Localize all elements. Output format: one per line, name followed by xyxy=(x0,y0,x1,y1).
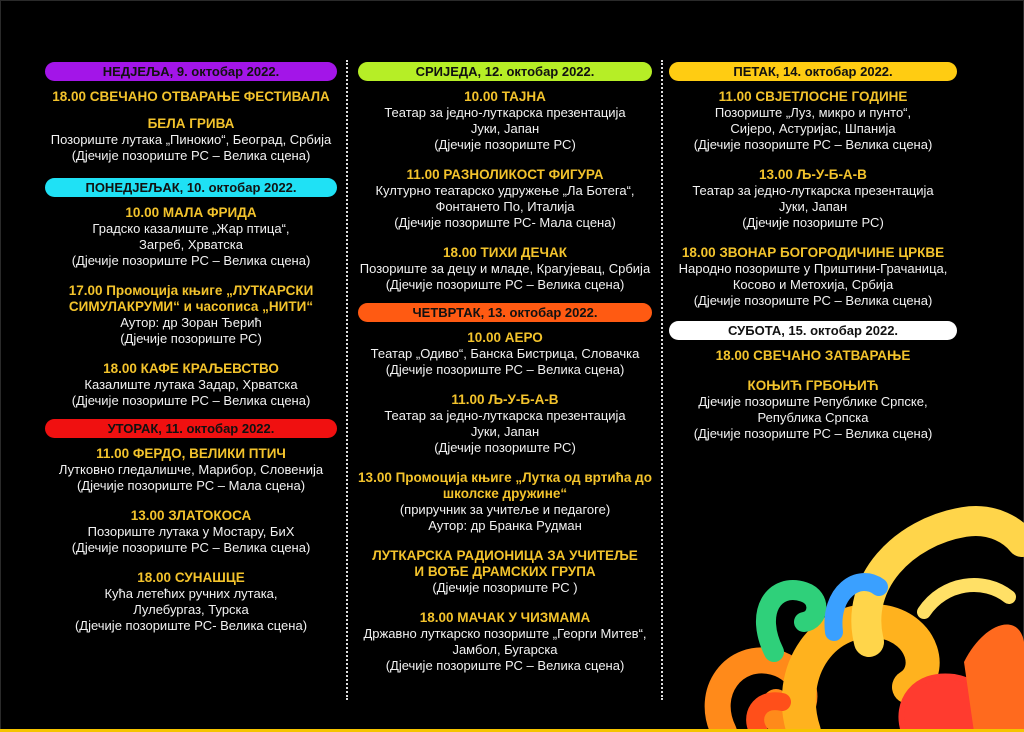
day-header-sunday: НЕДЈЕЉА, 9. октобар 2022. xyxy=(45,62,337,81)
event-line: Косово и Метохија, Србија xyxy=(732,277,894,292)
event-title: 18.00 СВЕЧАНО ЗАТВАРАЊЕ xyxy=(715,348,911,363)
event-line: Фонтането По, Италија xyxy=(435,199,575,214)
event-line: Театар за једно-луткарска презентација xyxy=(384,105,626,120)
event-line: Театар за једно-луткарска презентација xyxy=(692,183,934,198)
event-line: (Дјечије позориште РС – Велика сцена) xyxy=(693,426,933,441)
day-header-friday: ПЕТАК, 14. октобар 2022. xyxy=(669,62,957,81)
event-title: 10.00 АЕРО xyxy=(467,330,543,345)
event-title: 18.00 СУНАШЦЕ xyxy=(137,570,245,585)
event-title: БЕЛА ГРИВА xyxy=(147,116,235,131)
event-title: 11.00 Љ-У-Б-А-В xyxy=(451,392,559,407)
event-item xyxy=(669,245,957,309)
event-line: Лутковно гледалишче, Марибор, Словенија xyxy=(58,462,324,477)
event-line: (Дјечије позориште РС- Мала сцена) xyxy=(394,215,616,230)
event-item xyxy=(358,89,652,153)
event-title: школске дружине“ xyxy=(442,486,568,501)
event-title: ЛУТКАРСКА РАДИОНИЦА ЗА УЧИТЕЉЕ xyxy=(372,548,638,563)
event-title: 18.00 СВЕЧАНО ОТВАРАЊЕ ФЕСТИВАЛА xyxy=(52,89,330,104)
event-line: Дјечије позориште Републике Српске, xyxy=(698,394,928,409)
event-item xyxy=(669,378,957,442)
event-title: 17.00 Промоција књиге „ЛУТКАРСКИ xyxy=(68,283,314,298)
event-item xyxy=(669,89,957,153)
event-title: 13.00 ЗЛАТОКОСА xyxy=(130,508,252,523)
event-line: Позориште лутака у Мостару, БиХ xyxy=(87,524,295,539)
event-line: (Дјечије позориште РС – Велика сцена) xyxy=(693,293,933,308)
decorative-swirls xyxy=(664,502,1024,732)
day-header-thursday: ЧЕТВРТАК, 13. октобар 2022. xyxy=(358,303,652,322)
event-title: 18.00 КАФЕ КРАЉЕВСТВО xyxy=(103,361,279,376)
day-header-monday: ПОНЕДЈЕЉАК, 10. октобар 2022. xyxy=(45,178,337,197)
event-line: (Дјечије позориште РС – Велика сцена) xyxy=(71,253,311,268)
event-line: Загреб, Хрватска xyxy=(139,237,243,252)
event-title: 11.00 СВЈЕТЛОСНЕ ГОДИНЕ xyxy=(718,89,908,104)
event-title: 18.00 МАЧАК У ЧИЗМАМА xyxy=(419,610,591,625)
event-line: Градско казалиште „Жар птица“, xyxy=(92,221,290,236)
event-title: 13.00 Љ-У-Б-А-В xyxy=(759,167,867,182)
event-line: (Дјечије позориште РС) xyxy=(434,137,576,152)
event-line: Кућа летећих ручних лутака, xyxy=(104,586,278,601)
event-line: (Дјечије позориште РС – Велика сцена) xyxy=(71,393,311,408)
event-item xyxy=(669,167,957,231)
event-line: Театар „Одиво“, Банска Бистрица, Словачка xyxy=(370,346,640,361)
day-header-wednesday: СРИЈЕДА, 12. октобар 2022. xyxy=(358,62,652,81)
day-header-saturday: СУБОТА, 15. октобар 2022. xyxy=(669,321,957,340)
event-line: Театар за једно-луткарска презентација xyxy=(384,408,626,423)
event-item xyxy=(45,205,337,269)
event-item xyxy=(358,610,652,674)
event-line: Сијеро, Астуријас, Шпанија xyxy=(730,121,896,136)
event-item xyxy=(358,470,652,534)
event-title: 11.00 РАЗНОЛИКОСТ ФИГУРА xyxy=(406,167,604,182)
event-item xyxy=(358,167,652,231)
event-item xyxy=(358,548,652,596)
event-closing xyxy=(669,348,957,364)
event-item xyxy=(358,245,652,293)
event-item xyxy=(45,446,337,494)
event-line: (Дјечије позориште РС) xyxy=(434,440,576,455)
event-item xyxy=(358,392,652,456)
column-divider-2 xyxy=(661,60,663,700)
event-line: (Дјечије позориште РС – Велика сцена) xyxy=(71,540,311,555)
event-line: (Дјечије позориште РС) xyxy=(120,331,262,346)
event-line: Јуки, Јапан xyxy=(470,424,540,439)
event-line: (Дјечије позориште РС) xyxy=(742,215,884,230)
event-title: СИМУЛАКРУМИ“ и часописа „НИТИ“ xyxy=(68,299,314,314)
event-item xyxy=(45,508,337,556)
event-line: (Дјечије позориште РС – Велика сцена) xyxy=(385,277,625,292)
event-line: Позориште „Луз, микро и пунто“, xyxy=(714,105,912,120)
event-item xyxy=(45,283,337,347)
event-item xyxy=(45,570,337,634)
event-title: 10.00 МАЛА ФРИДА xyxy=(125,205,257,220)
event-line: Република Српска xyxy=(757,410,869,425)
event-line: (Дјечије позориште РС – Велика сцена) xyxy=(385,658,625,673)
event-line: (Дјечије позориште РС- Велика сцена) xyxy=(74,618,308,633)
event-line: Културно театарско удружење „Ла Ботега“, xyxy=(375,183,635,198)
schedule-column-1 xyxy=(45,62,337,648)
event-line: Јамбол, Бугарска xyxy=(452,642,558,657)
event-line: Казалиште лутака Задар, Хрватска xyxy=(84,377,298,392)
event-title: 11.00 ФЕРДО, ВЕЛИКИ ПТИЧ xyxy=(96,446,286,461)
event-line: (Дјечије позориште РС ) xyxy=(432,580,578,595)
event-title: И ВОЂЕ ДРАМСКИХ ГРУПА xyxy=(414,564,596,579)
event-title: 18.00 ТИХИ ДЕЧАК xyxy=(442,245,568,260)
event-line: Јуки, Јапан xyxy=(778,199,848,214)
event-line: Позориште за децу и младе, Крагујевац, Србија xyxy=(359,261,651,276)
event-line: (Дјечије позориште РС – Велика сцена) xyxy=(71,148,311,163)
event-line: Аутор: др Бранка Рудман xyxy=(428,518,582,533)
event-title: КОЊИЋ ГРБОЊИЋ xyxy=(747,378,879,393)
column-divider-1 xyxy=(346,60,348,700)
event-line: (приручник за учитеље и педагоге) xyxy=(399,502,611,517)
event-opening xyxy=(45,89,337,105)
event-item xyxy=(45,116,337,164)
event-line: (Дјечије позориште РС – Велика сцена) xyxy=(385,362,625,377)
schedule-column-2 xyxy=(358,62,652,688)
event-title: 10.00 ТАЈНА xyxy=(464,89,546,104)
event-line: Државно луткарско позориште „Георги Митев“, xyxy=(363,626,647,641)
event-line: Јуки, Јапан xyxy=(470,121,540,136)
event-line: Позориште лутака „Пинокио“, Београд, Србија xyxy=(50,132,332,147)
event-title: 13.00 Промоција књиге „Лутка од вртића до xyxy=(358,470,652,485)
event-line: Народно позориште у Приштини-Грачаница, xyxy=(678,261,948,276)
event-title: 18.00 ЗВОНАР БОГОРОДИЧИНЕ ЦРКВЕ xyxy=(681,245,945,260)
event-line: Лулебургаз, Турска xyxy=(133,602,249,617)
event-line: (Дјечије позориште РС – Мала сцена) xyxy=(76,478,306,493)
event-item xyxy=(45,361,337,409)
schedule-column-3 xyxy=(669,62,957,456)
event-line: Аутор: др Зоран Ђерић xyxy=(120,315,262,330)
event-item xyxy=(358,330,652,378)
day-header-tuesday: УТОРАК, 11. октобар 2022. xyxy=(45,419,337,438)
event-line: (Дјечије позориште РС – Велика сцена) xyxy=(693,137,933,152)
